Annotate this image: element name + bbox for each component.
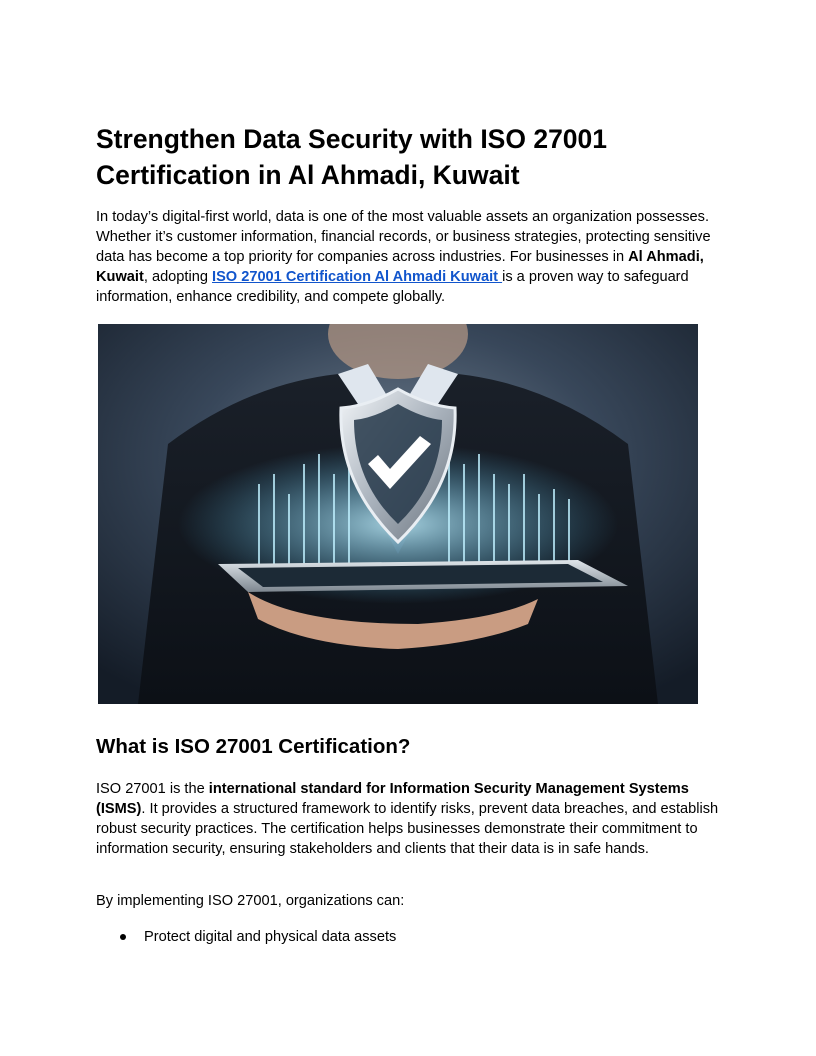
intro-text-1: In today’s digital-first world, data is one of the most valuable assets an organization possesses. Whether it’s customer information, financial records, or business strategies, protecting sensitive data has become a top priority for companies across industries. For businesses in bbox=[96, 209, 711, 265]
shield-checkmark-on-tablet-image bbox=[98, 324, 698, 704]
list-item-text: Protect digital and physical data assets bbox=[144, 929, 397, 945]
section-text-1: ISO 27001 is the bbox=[96, 781, 209, 797]
section-text-2: . It provides a structured framework to identify risks, prevent data breaches, and establish robust security practices. The certification helps businesses demonstrate their commitment to information security, ensuring stakeholders and clients that their data is in safe hands. bbox=[96, 801, 719, 857]
intro-text-2: , adopting bbox=[143, 269, 213, 285]
hero-image bbox=[98, 324, 698, 704]
iso-certification-link[interactable]: ISO 27001 Certification Al Ahmadi Kuwait bbox=[212, 269, 503, 285]
intro-text-3: is a proven way to safeguard information, enhance credibility, and compete globally. bbox=[96, 269, 689, 305]
bullet-icon bbox=[120, 934, 126, 940]
page-title: Strengthen Data Security with ISO 27001 Certification in Al Ahmadi, Kuwait bbox=[96, 124, 608, 190]
section-paragraph bbox=[96, 779, 720, 859]
section-heading: What is ISO 27001 Certification? bbox=[96, 735, 411, 758]
intro-bold-location: Al Ahmadi, Kuwait bbox=[96, 249, 704, 285]
section-bold-isms: international standard for Information Security Management Systems (ISMS) bbox=[96, 781, 689, 817]
benefits-list bbox=[96, 927, 720, 947]
list-item bbox=[96, 927, 720, 947]
list-intro: By implementing ISO 27001, organizations can: bbox=[96, 893, 405, 909]
intro-paragraph bbox=[96, 207, 720, 307]
